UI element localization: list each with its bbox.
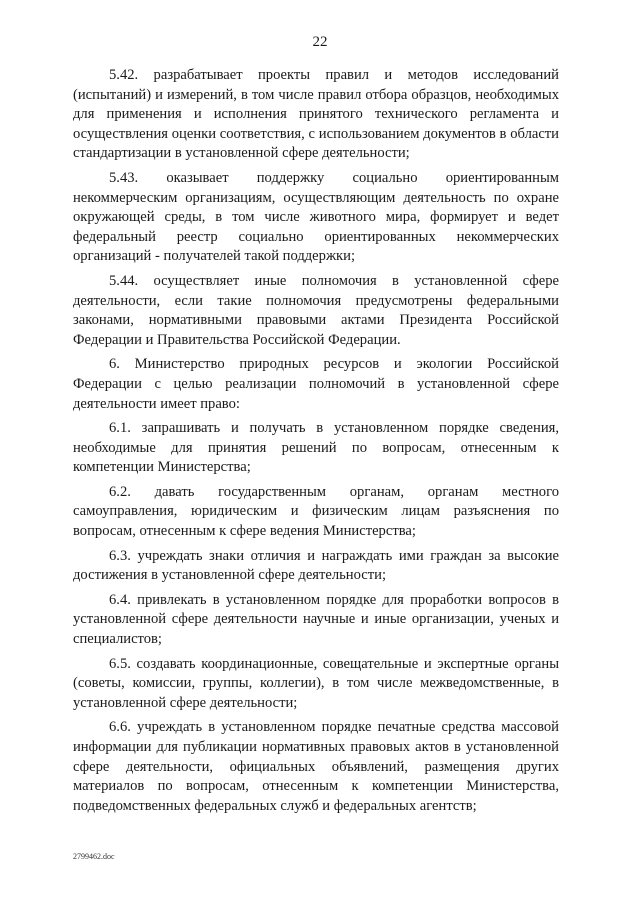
- paragraph-6-2: 6.2. давать государственным органам, органам местного самоуправления, юридическим и физическим лицам разъяснения по вопросам, отнесенным к сфере ведения Министерства;: [73, 483, 559, 540]
- document-body: [73, 66, 559, 821]
- page-number: 22: [312, 34, 328, 50]
- paragraph-6-3: 6.3. учреждать знаки отличия и награждать ими граждан за высокие достижения в установленной сфере деятельности;: [73, 547, 559, 584]
- paragraph-6-5: 6.5. создавать координационные, совещательные и экспертные органы (советы, комиссии, группы, коллегии), в том числе межведомственные, в установленной сфере деятельности;: [73, 655, 559, 711]
- paragraph-5-42: 5.42. разрабатывает проекты правил и методов исследований (испытаний) и измерений, в том числе правил отбора образцов, необходимых для применения и исполнения принятого технического регламента и осуществления оценки соответствия, с использованием документов в области стандартизации в установленной сфере деятельности;: [73, 67, 559, 162]
- paragraph-6-6: 6.6. учреждать в установленном порядке печатные средства массовой информации для публикации нормативных правовых актов в установленной сфере деятельности, официальных объявлений, размещения других материалов по вопросам, отнесенным к компетенции Министерства, подведомственных федеральных служб и федеральных агентств;: [73, 719, 559, 814]
- paragraph-6-1: 6.1. запрашивать и получать в установленном порядке сведения, необходимые для принятия решений по вопросам, отнесенным к компетенции Министерства;: [73, 420, 559, 476]
- paragraph-5-43: 5.43. оказывает поддержку социально ориентированным некоммерческим организациям, осуществляющим деятельность по охране окружающей среды, в том числе животного мира, формирует и ведет федеральный реестр социально ориентированных некоммерческих организаций - получателей такой поддержки;: [73, 169, 559, 265]
- paragraph-5-44: 5.44. осуществляет иные полномочия в установленной сфере деятельности, если такие полномочия предусмотрены федеральными законами, нормативными правовыми актами Президента Российской Федерации и Правительства Российской Федерации.: [73, 272, 559, 348]
- paragraph-6-4: 6.4. привлекать в установленном порядке для проработки вопросов в установленной сфере деятельности научные и иные организации, ученых и специалистов;: [73, 591, 559, 648]
- footer-file-code: 2799462.doc: [73, 852, 115, 861]
- paragraph-6: 6. Министерство природных ресурсов и экологии Российской Федерации с целью реализации полномочий в установленной сфере деятельности имеет право:: [73, 356, 559, 412]
